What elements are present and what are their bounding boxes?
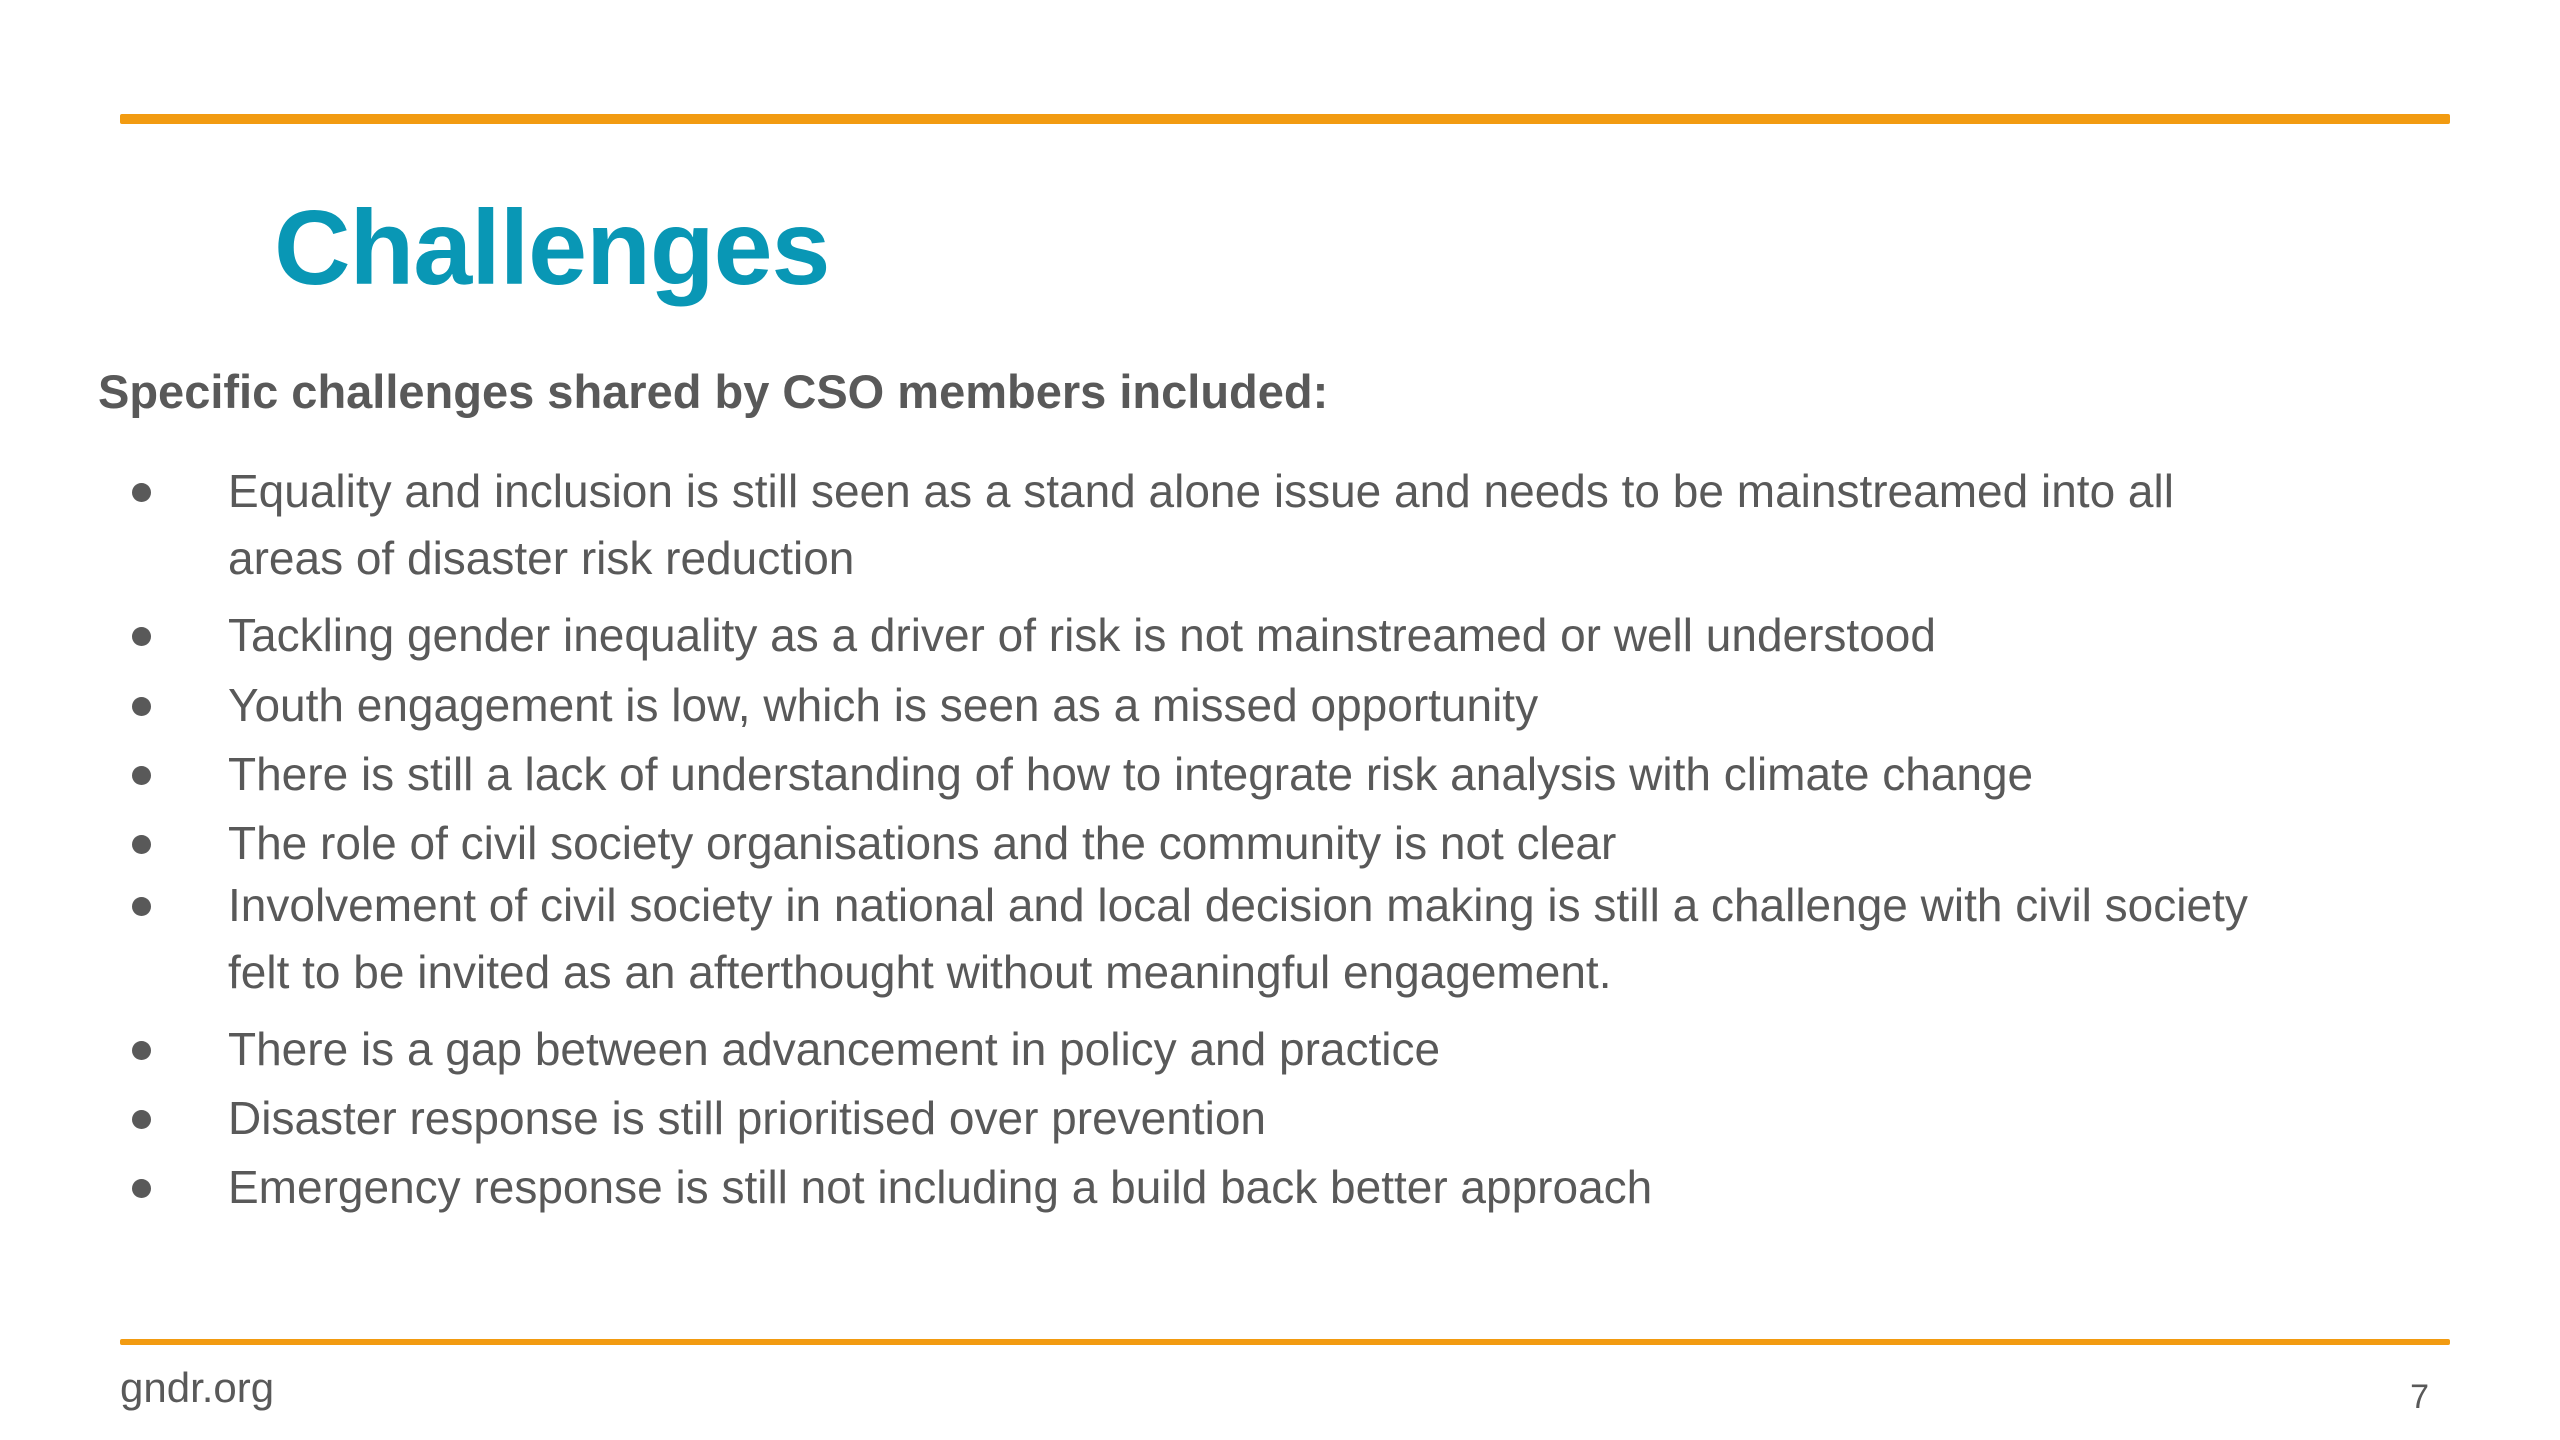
list-item-text: Equality and inclusion is still seen as a stand alone issue and needs to be mainstreamed into all areas of disaster risk reduction (228, 465, 2174, 584)
bullet-dot-icon (132, 1179, 151, 1198)
bullet-dot-icon (132, 897, 151, 916)
list-item-text: Tackling gender inequality as a driver of risk is not mainstreamed or well understood (228, 609, 1936, 661)
list-item-text: Involvement of civil society in national and local decision making is still a challenge with civil society felt to be invited as an afterthought without meaningful engagement. (228, 879, 2248, 998)
list-item (228, 872, 2278, 1006)
bullet-dot-icon (132, 483, 151, 502)
bullet-dot-icon (132, 697, 151, 716)
list-item-text: The role of civil society organisations and the community is not clear (228, 817, 1617, 869)
bullet-dot-icon (132, 1041, 151, 1060)
list-item-text: Emergency response is still not including a build back better approach (228, 1161, 1653, 1213)
list-item-text: There is a gap between advancement in policy and practice (228, 1023, 1441, 1075)
list-item (228, 1016, 2278, 1083)
bullet-dot-icon (132, 627, 151, 646)
slide-title: Challenges (274, 189, 830, 307)
list-item (228, 1085, 2278, 1152)
list-item (228, 1154, 2278, 1221)
list-item-text: There is still a lack of understanding of how to integrate risk analysis with climate change (228, 748, 2034, 800)
list-item (228, 810, 2278, 877)
list-item-text: Disaster response is still prioritised over prevention (228, 1092, 1266, 1144)
list-item (228, 672, 2278, 739)
bullet-dot-icon (132, 1110, 151, 1129)
list-item (228, 458, 2278, 592)
list-item (228, 741, 2278, 808)
page-number: 7 (2410, 1378, 2429, 1416)
bottom-divider (120, 1339, 2450, 1345)
bullet-dot-icon (132, 835, 151, 854)
bullet-dot-icon (132, 766, 151, 785)
list-item (228, 602, 2278, 669)
list-item-text: Youth engagement is low, which is seen as a missed opportunity (228, 679, 1539, 731)
footer-website: gndr.org (120, 1364, 275, 1411)
top-divider (120, 114, 2450, 124)
intro-text: Specific challenges shared by CSO members included: (98, 365, 1329, 418)
